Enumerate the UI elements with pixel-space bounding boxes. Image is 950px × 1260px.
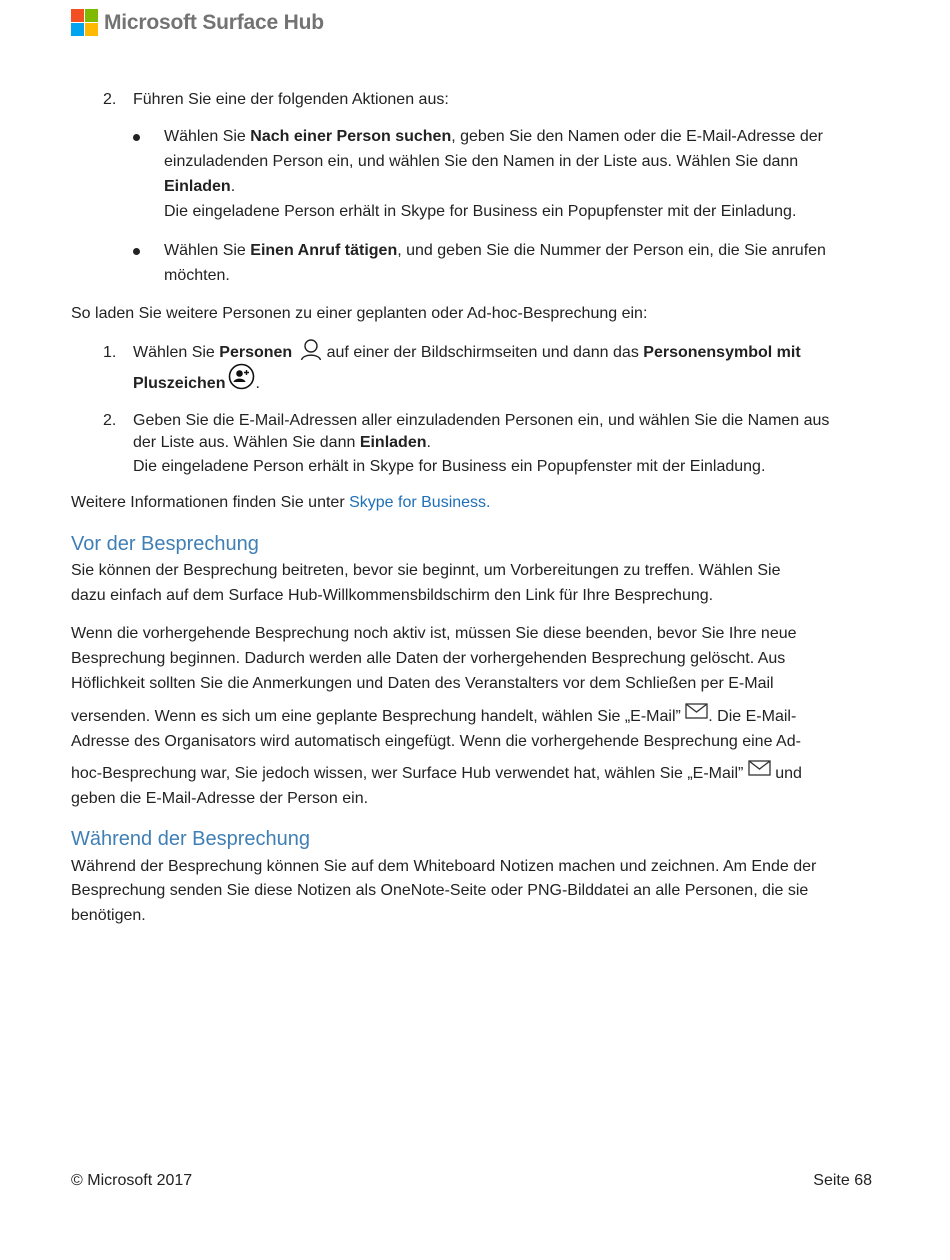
step-number: 2. xyxy=(103,412,117,429)
bullet-1-line-1: Wählen Sie Nach einer Person suchen, geben Sie den Namen oder die E-Mail-Adresse der xyxy=(164,128,823,145)
logo-text: Microsoft Surface Hub xyxy=(104,10,324,34)
invite-step-1-line-1: Wählen Sie Personen auf einer der Bildschirmseiten und dann das Personensymbol mit xyxy=(133,341,801,366)
bullet-dot xyxy=(133,134,140,141)
invite-step-2-note: Die eingeladene Person erhält in Skype for Business ein Popupfenster mit der Einladung. xyxy=(133,458,766,475)
surface-hub-logo xyxy=(71,9,324,36)
during-line-1: Während der Besprechung können Sie auf dem Whiteboard Notizen machen und zeichnen. Am Ende der xyxy=(71,858,817,875)
during-line-2: Besprechung senden Sie diese Notizen als OneNote-Seite oder PNG-Bilddatei an alle Personen, die sie xyxy=(71,882,809,899)
microsoft-logo-icon xyxy=(71,9,98,36)
bullet-2-line-1: Wählen Sie Einen Anruf tätigen, und geben Sie die Nummer der Person ein, die Sie anrufen xyxy=(164,242,826,259)
bullet-1-line-3: Einladen. xyxy=(164,178,236,195)
during-line-3: benötigen. xyxy=(71,907,146,924)
bullet-2-line-2: möchten. xyxy=(164,267,230,284)
before-p2-line-4: versenden. Wenn es sich um eine geplante Besprechung handelt, wählen Sie „E-Mail” . Die E-Mail- xyxy=(71,705,796,730)
bullet-1-line-2: einzuladenden Person ein, und wählen Sie den Namen in der Liste aus. Wählen Sie dann xyxy=(164,153,799,170)
invite-intro: So laden Sie weitere Personen zu einer geplanten oder Ad-hoc-Besprechung ein: xyxy=(71,305,648,322)
before-p1-line-2: dazu einfach auf dem Surface Hub-Willkommensbildschirm den Link für Ihre Besprechung. xyxy=(71,587,714,604)
add-person-icon xyxy=(228,363,255,390)
invite-step-1-line-2: Pluszeichen . xyxy=(133,372,260,397)
step-number: 2. xyxy=(103,91,117,108)
person-icon xyxy=(300,338,322,362)
mail-icon xyxy=(748,760,771,776)
invite-step-2-line-1: Geben Sie die E-Mail-Adressen aller einzuladenden Personen ein, und wählen Sie die Namen aus xyxy=(133,412,830,429)
section-heading-during: Während der Besprechung xyxy=(71,828,311,850)
before-p2-line-2: Besprechung beginnen. Dadurch werden alle Daten der vorhergehenden Besprechung gelöscht. Aus xyxy=(71,650,786,667)
before-p2-line-7: geben die E-Mail-Adresse der Person ein. xyxy=(71,790,369,807)
footer-page-number: Seite 68 xyxy=(813,1172,872,1189)
bullet-1-note: Die eingeladene Person erhält in Skype for Business ein Popupfenster mit der Einladung. xyxy=(164,203,797,220)
step-number: 1. xyxy=(103,344,117,361)
before-p2-line-1: Wenn die vorhergehende Besprechung noch aktiv ist, müssen Sie diese beenden, bevor Sie Ihre neue xyxy=(71,625,797,642)
skype-for-business-link[interactable]: Skype for Business. xyxy=(349,494,491,511)
more-info: Weitere Informationen finden Sie unter Skype for Business. xyxy=(71,494,491,511)
mail-icon xyxy=(685,703,708,719)
section-heading-before: Vor der Besprechung xyxy=(71,533,259,555)
before-p1-line-1: Sie können der Besprechung beitreten, bevor sie beginnt, um Vorbereitungen zu treffen. Wählen Sie xyxy=(71,562,781,579)
invite-step-2-line-2: der Liste aus. Wählen Sie dann Einladen. xyxy=(133,434,431,451)
step-text: Führen Sie eine der folgenden Aktionen aus: xyxy=(133,91,449,108)
footer-copyright: © Microsoft 2017 xyxy=(71,1172,193,1189)
bullet-dot xyxy=(133,248,140,255)
before-p2-line-3: Höflichkeit sollten Sie die Anmerkungen und Daten des Veranstalters vor dem Schließen per E-Mail xyxy=(71,675,774,692)
before-p2-line-5: Adresse des Organisators wird automatisch eingefügt. Wenn die vorhergehende Besprechung eine Ad- xyxy=(71,733,801,750)
before-p2-line-6: hoc-Besprechung war, Sie jedoch wissen, wer Surface Hub verwendet hat, wählen Sie „E-Mail” und xyxy=(71,762,802,787)
